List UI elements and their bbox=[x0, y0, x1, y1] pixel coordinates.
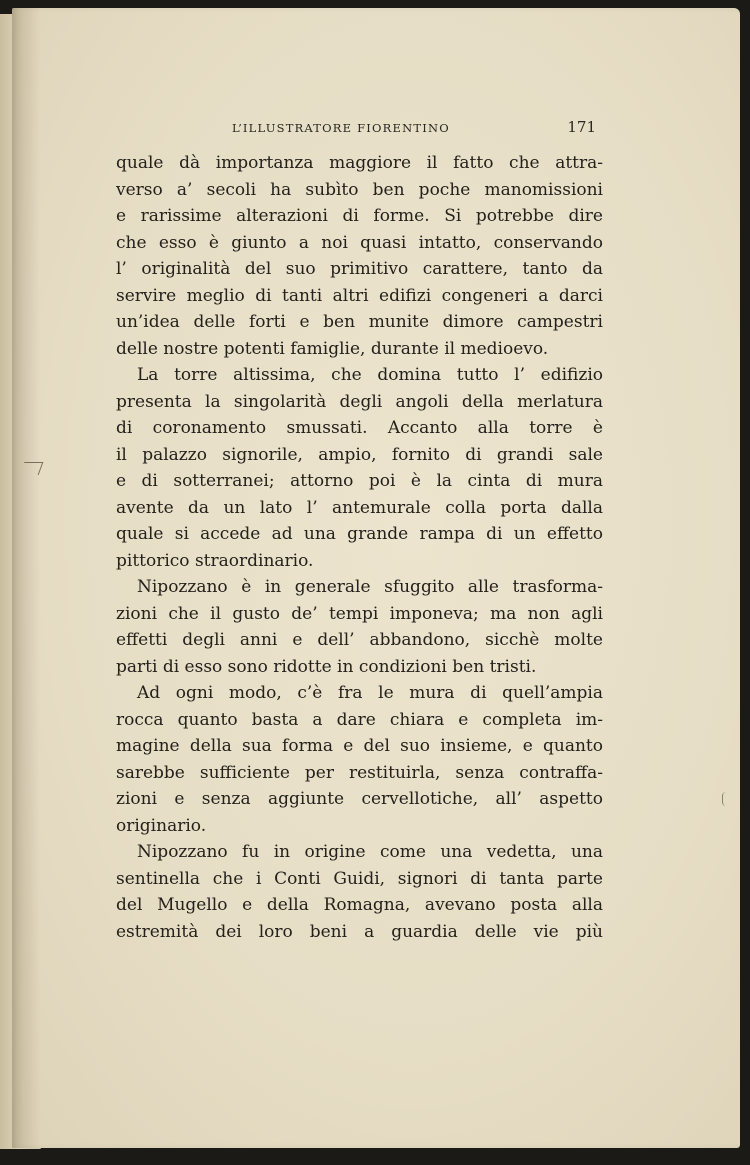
text-line: effetti degli anni e dell’ abbandono, sicchè molte bbox=[116, 630, 603, 650]
text-line: parti di esso sono ridotte in condizioni ben tristi. bbox=[116, 656, 537, 677]
text-line: e rarissime alterazioni di forme. Si potrebbe dire bbox=[116, 206, 603, 226]
text-line: che esso è giunto a noi quasi intatto, conservando bbox=[116, 232, 603, 253]
text-line: sarebbe sufficiente per restituirla, senza contraffa- bbox=[116, 762, 603, 783]
text-line: originario. bbox=[116, 815, 207, 836]
text-line: Nipozzano è in generale sfuggito alle trasforma- bbox=[137, 577, 603, 597]
text-line: quale si accede ad una grande rampa di un effetto bbox=[116, 524, 603, 544]
running-title: L’ILLUSTRATORE FIORENTINO bbox=[232, 121, 450, 135]
text-line: sentinella che i Conti Guidi, signori di tanta parte bbox=[116, 868, 603, 889]
text-line: l’ originalità del suo primitivo carattere, tanto da bbox=[116, 259, 603, 279]
text-line: del Mugello e della Romagna, avevano posta alla bbox=[116, 895, 603, 915]
text-line: zioni e senza aggiunte cervellotiche, all’ aspetto bbox=[116, 789, 603, 809]
text-line: avente da un lato l’ antemurale colla porta dalla bbox=[116, 497, 603, 518]
text-line: delle nostre potenti famiglie, durante il medioevo. bbox=[116, 338, 549, 359]
text-line: quale dà importanza maggiore il fatto che attra- bbox=[116, 153, 603, 173]
body-text bbox=[116, 150, 603, 945]
text-line: servire meglio di tanti altri edifizi congeneri a darci bbox=[116, 285, 603, 306]
text-line: e di sotterranei; attorno poi è la cinta di mura bbox=[116, 471, 603, 491]
running-header bbox=[232, 118, 604, 138]
text-line: presenta la singolarità degli angoli della merlatura bbox=[116, 391, 603, 412]
text-line: rocca quanto basta a dare chiara e completa im- bbox=[116, 709, 603, 730]
page-number: 171 bbox=[567, 118, 596, 136]
text-line: zioni che il gusto de’ tempi imponeva; ma non agli bbox=[116, 603, 603, 624]
text-line: un’idea delle forti e ben munite dimore campestri bbox=[116, 312, 603, 332]
text-line: pittorico straordinario. bbox=[116, 550, 314, 571]
paper-edge-mark bbox=[722, 792, 735, 806]
text-line: verso a’ secoli ha subìto ben poche manomissioni bbox=[116, 179, 603, 200]
text-line: magine della sua forma e del suo insieme, e quanto bbox=[116, 736, 603, 756]
text-line: Nipozzano fu in origine come una vedetta, una bbox=[137, 842, 603, 862]
text-line: il palazzo signorile, ampio, fornito di grandi sale bbox=[116, 444, 603, 465]
text-line: La torre altissima, che domina tutto l’ edifizio bbox=[137, 365, 603, 385]
text-line: Ad ogni modo, c’è fra le mura di quell’ampia bbox=[137, 683, 603, 703]
text-line: estremità dei loro beni a guardia delle vie più bbox=[116, 921, 603, 942]
text-line: di coronamento smussati. Accanto alla torre è bbox=[116, 418, 603, 438]
